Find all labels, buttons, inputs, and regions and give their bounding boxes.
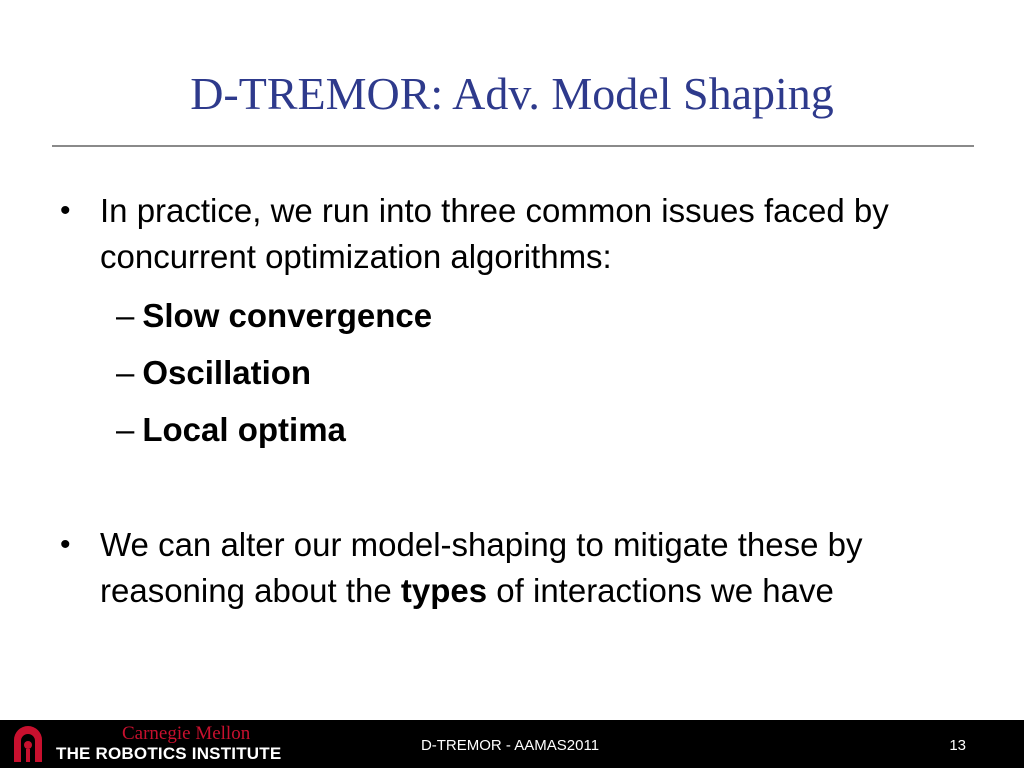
robotics-institute-icon: [8, 726, 48, 764]
footer-title: D-TREMOR - AAMAS2011: [420, 737, 600, 754]
dash-glyph: –: [116, 297, 135, 334]
page-number: 13: [949, 737, 966, 754]
bullet-2: [60, 522, 920, 614]
subitem-3-text: Local optima: [142, 411, 346, 448]
bullet-2-text-before: We can alter our model-shaping to mitigate these by reasoning about the: [100, 526, 863, 609]
subitem-2: [116, 353, 311, 393]
bullet-glyph: •: [60, 194, 71, 227]
slide-title: D-TREMOR: Adv. Model Shaping: [190, 68, 834, 119]
bullet-1: [60, 188, 920, 280]
bullet-1-text: In practice, we run into three common issues faced by concurrent optimization algorithms:: [100, 192, 889, 275]
subitem-1-text: Slow convergence: [142, 297, 433, 334]
subitem-2-text: Oscillation: [142, 354, 312, 391]
bullet-2-text-after: of interactions we have: [487, 572, 834, 609]
slide-footer: [0, 720, 1024, 768]
bullet-2-emphasis: types: [400, 572, 488, 609]
cmu-wordmark: Carnegie Mellon: [122, 723, 251, 744]
robotics-institute-wordmark: THE ROBOTICS INSTITUTE: [56, 744, 282, 763]
dash-glyph: –: [116, 354, 135, 391]
dash-glyph: –: [116, 411, 135, 448]
subitem-1: [116, 296, 432, 336]
bullet-glyph: •: [60, 528, 71, 561]
subitem-3: [116, 410, 346, 450]
